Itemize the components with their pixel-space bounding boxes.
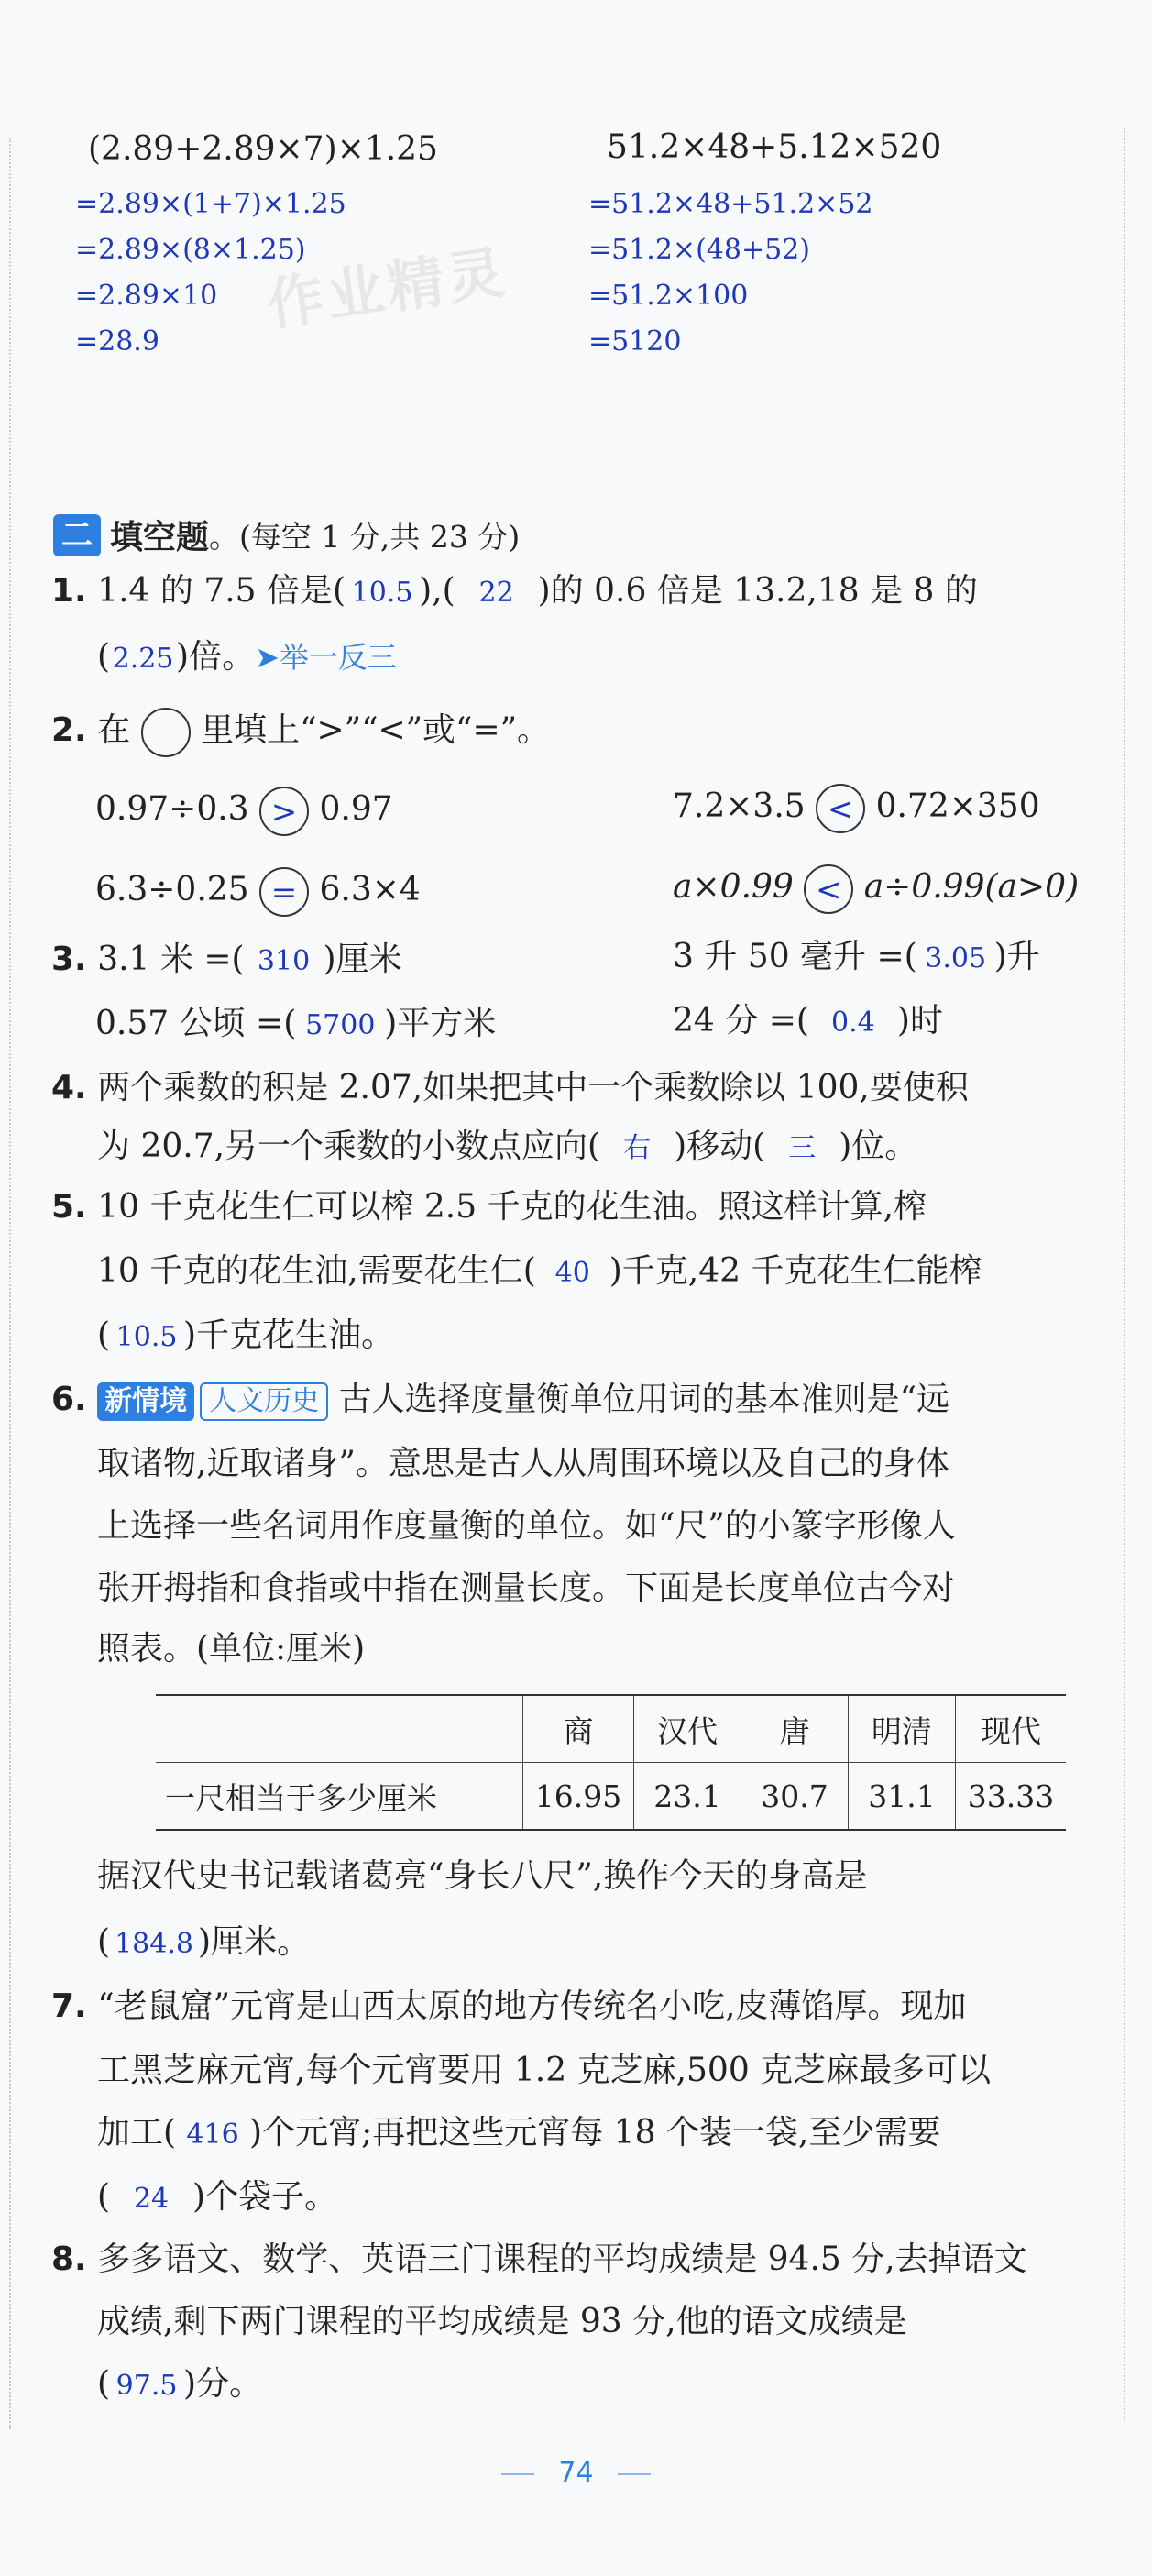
table-cell: [156, 1695, 523, 1763]
answer: 5700: [305, 1009, 376, 1041]
answer: 10.5: [115, 1321, 178, 1353]
compare-right: a÷0.99(a>0): [863, 868, 1080, 906]
answer: 24: [133, 2183, 170, 2215]
question-text: )个元宵;再把这些元宵每 18 个装一袋,至少需要: [249, 2114, 941, 2152]
question-number: 8.: [51, 2240, 87, 2278]
question-6-line-1: [51, 1377, 949, 1423]
compare-item: [673, 784, 1040, 833]
answer: 3.05: [925, 942, 987, 974]
compare-sign: =: [259, 867, 309, 917]
table-cell: 31.1: [849, 1763, 956, 1831]
calc-right-step: =51.2×100: [588, 280, 749, 312]
question-number: 6.: [51, 1381, 87, 1418]
question-text: 10 千克的花生油,需要花生仁(: [97, 1252, 536, 1290]
question-3-item-2: [673, 934, 1040, 982]
question-text: 加工(: [97, 2114, 177, 2152]
compare-left: 0.97÷0.3: [95, 790, 249, 828]
question-3-item-4: [673, 998, 943, 1046]
table-cell: 明清: [849, 1695, 956, 1763]
question-text: 古人选择度量衡单位用词的基本准则是“远: [338, 1381, 950, 1418]
question-7-line-1: [51, 1984, 966, 2030]
calc-left-step: =28.9: [75, 325, 159, 358]
compare-left: 6.3÷0.25: [95, 871, 249, 908]
question-text: )平方米: [384, 1005, 497, 1042]
calc-left-step: =2.89×(1+7)×1.25: [75, 188, 346, 220]
compare-right: 0.72×350: [875, 787, 1040, 825]
page-number-footer: [0, 2457, 1152, 2489]
question-text: 3 升 50 毫升 =(: [673, 938, 917, 975]
question-3-item-1: [51, 937, 402, 985]
answer: 2.25: [112, 643, 174, 675]
question-text: 0.57 公顷 =(: [95, 1005, 297, 1042]
question-number: 7.: [51, 1987, 87, 2025]
table-header-row: [156, 1695, 1066, 1763]
table-cell: 唐: [741, 1695, 849, 1763]
footer-dash: [501, 2473, 534, 2475]
compare-item: [673, 864, 1079, 914]
question-text: 24 分 =(: [673, 1002, 809, 1040]
question-6-line-5: 照表。(单位:厘米): [97, 1630, 366, 1668]
question-1-line-2: [97, 634, 397, 682]
section-note: 。(每空 1 分,共 23 分): [209, 519, 521, 555]
question-text: )升: [993, 938, 1040, 975]
question-1-line-1: [51, 568, 978, 616]
question-text: )分。: [183, 2365, 263, 2403]
empty-circle-icon: [141, 708, 191, 757]
section-badge: 二: [53, 514, 101, 556]
question-4-line-2: [97, 1124, 917, 1172]
page-number: 74: [558, 2457, 594, 2489]
question-text: )时: [896, 1002, 943, 1040]
question-text: )位。: [839, 1128, 918, 1165]
calc-left-step: =2.89×(8×1.25): [75, 234, 306, 266]
tip-link[interactable]: ➤举一反三: [255, 640, 397, 675]
section-title: 填空题: [110, 519, 210, 556]
humanities-history-tag: 人文历史: [200, 1382, 328, 1421]
question-text: 3.1 米 =(: [97, 941, 245, 978]
question-text: (: [97, 2178, 111, 2216]
question-8-line-1: [51, 2237, 1027, 2283]
question-4-line-1: [51, 1065, 969, 1111]
question-6-line-7: [97, 1920, 310, 1967]
answer: 416: [186, 2119, 239, 2151]
compare-right: 0.97: [319, 790, 393, 828]
question-7-line-2: 工黑芝麻元宵,每个元宵要用 1.2 克芝麻,500 克芝麻最多可以: [97, 2052, 992, 2089]
question-text: 1.4 的 7.5 倍是(: [97, 572, 346, 610]
compare-left: 7.2×3.5: [673, 787, 806, 825]
calc-left-step: =2.89×10: [75, 280, 218, 312]
new-context-tag: 新情境: [97, 1382, 194, 1421]
question-6-line-6: 据汉代史书记载诸葛亮“身长八尺”,换作今天的身高是: [97, 1857, 868, 1895]
table-cell: 汉代: [634, 1695, 741, 1763]
table-cell: 一尺相当于多少厘米: [156, 1763, 523, 1831]
question-text: )倍。: [176, 638, 256, 676]
calc-left-expression: (2.89+2.89×7)×1.25: [88, 130, 438, 168]
question-7-line-3: [97, 2110, 940, 2158]
answer: 0.4: [831, 1007, 875, 1039]
compare-left: a×0.99: [673, 868, 794, 906]
left-margin-dotted-line: [9, 138, 11, 2429]
question-2-intro: [51, 708, 550, 757]
answer: 184.8: [115, 1928, 193, 1960]
compare-sign: <: [816, 784, 865, 833]
table-cell: 现代: [956, 1695, 1067, 1763]
question-5-line-3: [97, 1313, 394, 1360]
compare-right: 6.3×4: [319, 871, 421, 908]
question-3-item-3: [95, 1001, 496, 1049]
question-text: )移动(: [674, 1128, 766, 1165]
compare-sign: >: [259, 787, 309, 836]
table-cell: 23.1: [634, 1763, 741, 1831]
question-6-line-4: 张开拇指和食指或中指在测量长度。下面是长度单位古今对: [97, 1569, 956, 1607]
question-text: )厘米: [323, 941, 402, 978]
answer: 97.5: [115, 2370, 178, 2402]
question-number: 4.: [51, 1069, 87, 1106]
answer: 三: [788, 1132, 817, 1164]
compare-item: [95, 787, 393, 836]
answer: 10.5: [351, 577, 413, 609]
question-text: 在: [97, 711, 131, 749]
question-text: (: [97, 1923, 111, 1961]
question-8-line-2: 成绩,剩下两门课程的平均成绩是 93 分,他的语文成绩是: [97, 2303, 907, 2340]
question-number: 5.: [51, 1188, 87, 1226]
compare-item: [95, 867, 421, 917]
answer: 右: [623, 1132, 652, 1164]
question-5-line-1: [51, 1184, 927, 1230]
compare-sign: <: [804, 864, 853, 914]
question-number: 3.: [51, 941, 87, 978]
question-number: 1.: [51, 572, 87, 610]
question-7-line-4: [97, 2174, 337, 2222]
answer: 22: [478, 577, 514, 609]
question-text: (: [97, 1316, 111, 1354]
question-text: )的 0.6 倍是 13.2,18 是 8 的: [537, 572, 978, 610]
table-cell: 商: [523, 1695, 634, 1763]
length-unit-table: [156, 1694, 1066, 1831]
calc-right-step: =51.2×48+51.2×52: [588, 188, 873, 220]
section-header: [53, 512, 520, 558]
question-text: 为 20.7,另一个乘数的小数点应向(: [97, 1128, 601, 1165]
question-6-line-3: 上选择一些名词用作度量衡的单位。如“尺”的小篆字形像人: [97, 1507, 956, 1545]
question-text: ),(: [419, 572, 455, 610]
question-number: 2.: [51, 711, 87, 749]
right-margin-dotted-line: [1124, 128, 1125, 2420]
question-text: )千克,42 千克花生仁能榨: [609, 1252, 982, 1290]
calc-right-step: =51.2×(48+52): [588, 234, 810, 266]
question-text: 两个乘数的积是 2.07,如果把其中一个乘数除以 100,要使积: [97, 1069, 969, 1106]
question-text: 10 千克花生仁可以榨 2.5 千克的花生油。照这样计算,榨: [97, 1188, 927, 1226]
table-cell: 16.95: [523, 1763, 634, 1831]
question-text: (: [97, 638, 111, 676]
question-text: )千克花生油。: [183, 1316, 395, 1354]
question-8-line-3: [97, 2361, 262, 2409]
question-text: “老鼠窟”元宵是山西太原的地方传统名小吃,皮薄馅厚。现加: [97, 1987, 967, 2025]
question-6-line-2: 取诸物,近取诸身”。意思是古人从周围环境以及自己的身体: [97, 1445, 949, 1482]
question-text: (: [97, 2365, 111, 2403]
table-cell: 30.7: [741, 1763, 849, 1831]
question-text: 多多语文、数学、英语三门课程的平均成绩是 94.5 分,去掉语文: [97, 2240, 1027, 2278]
footer-dash: [618, 2473, 651, 2475]
watermark: 作业精灵: [262, 237, 512, 338]
table-cell: 33.33: [956, 1763, 1067, 1831]
calc-right-step: =5120: [588, 325, 682, 358]
calc-right-expression: 51.2×48+5.12×520: [607, 128, 942, 166]
question-5-line-2: [97, 1249, 982, 1296]
question-text: )个袋子。: [192, 2178, 338, 2216]
answer: 310: [257, 945, 311, 977]
answer: 40: [554, 1257, 590, 1289]
question-text: 里填上“>”“<”或“=”。: [201, 711, 551, 749]
question-text: )厘米。: [198, 1923, 311, 1961]
table-row: [156, 1763, 1066, 1831]
